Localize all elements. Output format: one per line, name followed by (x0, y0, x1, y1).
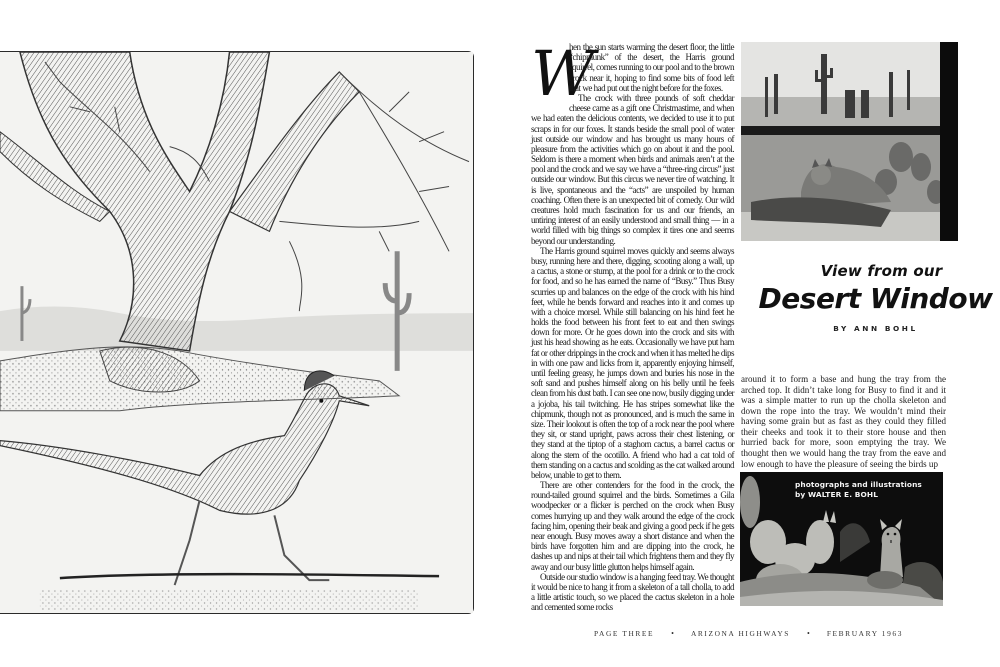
footer-date: FEBRUARY 1963 (826, 629, 903, 638)
photo-credit-line-2: by WALTER E. BOHL (795, 490, 878, 499)
article-column-1 (531, 37, 734, 620)
headline-kicker: View from our (820, 262, 943, 280)
footer-page-number: PAGE THREE (594, 629, 655, 638)
article-headline (741, 262, 1000, 362)
illustration-drawing (0, 52, 473, 613)
bobcat-photo-image (741, 42, 958, 241)
article-paragraph-continued: around it to form a base and hung the tray from the arched top. It didn’t take long for Busy to find it and it was a simple matter to run up the cholla skeleton and down the rope into the tray. We wouldn’t mind their having some grain but as fast as they could they filled their cheeks and took it to their store house and then hurried back for more, soon emptying the tray. We thought then we would hang the tray from the eave and low enough to have the pleasure of seeing the birds up (741, 374, 946, 469)
article-paragraph: The Harris ground squirrel moves quickly and seems always busy, running here and there, digging, scooting along a wall, up a cactus, a stone or stump, at the pool for a drink or to the crock for food, and so he has earned the name of “Busy.” Thus Busy scurries up and balances on the edge of the crock with his hind feet, while he bends forward and reaches into it and comes up with a choice morsel. While still balancing on his hind feet he holds the food between his front feet to eat and then swings down for more. Or he goes down into the crock and sits with just his head showing as he eats. Occasionally we have put ham fat or other drippings in the crock and when it has melted he dips in with one paw and licks from it, apparently enjoying himself, until feeling greasy, he jumps down and buries his nose in the soft sand and pushes himself along on his belly until he feels clean from his dust bath. I can see one now, busily digging under a jojoba, his tail twitching. He has stripes somewhat like the chipmunk, though not as pronounced, and is much the same in size. Their lookout is often the top of a rock near the pool where they sit, or stand upright, paws across their chest listening, or they stand at the tiptop of a staghorn cactus, a barrel cactus or along the stem of the ocotillo. A friend who had a cat told of them standing on a cactus and scolding as the cat walked around below, unable to get to them. (531, 245, 734, 480)
article-paragraph: The crock with three pounds of soft cheddar cheese came as a gift one Christmastime, and when we had eaten the delicious contents, we decided to use it to put scraps in for our foxes. It stands beside the small pool of water just outside our window and has brought us many hours of pleasure from the activities which go on about it and the pool. Seldom is there a moment when birds and animals aren’t at the pool and the crock and we say we have a “three-ring circus” just outside our window. But this circus we never tire of watching. It is live, spontaneous and the “acts” are unspoiled by human coaching. Often there is an unexpected bit of comedy. Our wild creatures hold much fascination for us and our friends, an untiring interest of an easily understood and small thing — in a world filled with big things so complex it tires one and seems beyond our understanding. (531, 92, 734, 246)
fox-photo (740, 472, 943, 606)
footer-separator-icon: • (671, 629, 674, 638)
footer-publication: ARIZONA HIGHWAYS (690, 629, 790, 638)
fox-icon (880, 519, 903, 577)
headline-title: Desert Window (758, 282, 993, 315)
article-paragraph: hen the sun starts warming the desert floor, the little “chipmunk” of the desert, the Harris ground squirrel, comes running to our pool and to the brown crock near it, hoping to find some bits of food left that we had put out the night before for the foxes. (569, 42, 734, 93)
author-byline: BY ANN BOHL (833, 324, 918, 333)
footer-separator-icon: • (807, 629, 810, 638)
bobcat-photo (741, 42, 958, 241)
article-paragraph: There are other contenders for the food in the crock, the round-tailed ground squirrel and the birds. Sometimes a Gila woodpecker or a flicker is perched on the crock when Busy comes hurrying up and they walk around the edge of the crock facing him, opening their beak and giving a good peck if he gets near enough. Busy moves away a short distance and when the birds have forgotten him and are dipping into the crock, he dashes up and nips at their tail which frightens them and they fly away and our busy little glutton helps himself again. (531, 480, 734, 572)
drop-cap: W (531, 37, 595, 110)
photo-credit-line-1: photographs and illustrations (795, 480, 922, 489)
article-paragraph: Outside our studio window is a hanging feed tray. We thought it would be nice to hang it from a skeleton of a tall cholla, to add a little artistic touch, so we placed the cactus skeleton in a hole and cemented some rocks (531, 571, 734, 613)
photo-credit (795, 480, 922, 500)
article-column-2 (741, 374, 946, 470)
page-footer (594, 629, 994, 639)
roadrunner-illustration (0, 51, 474, 614)
